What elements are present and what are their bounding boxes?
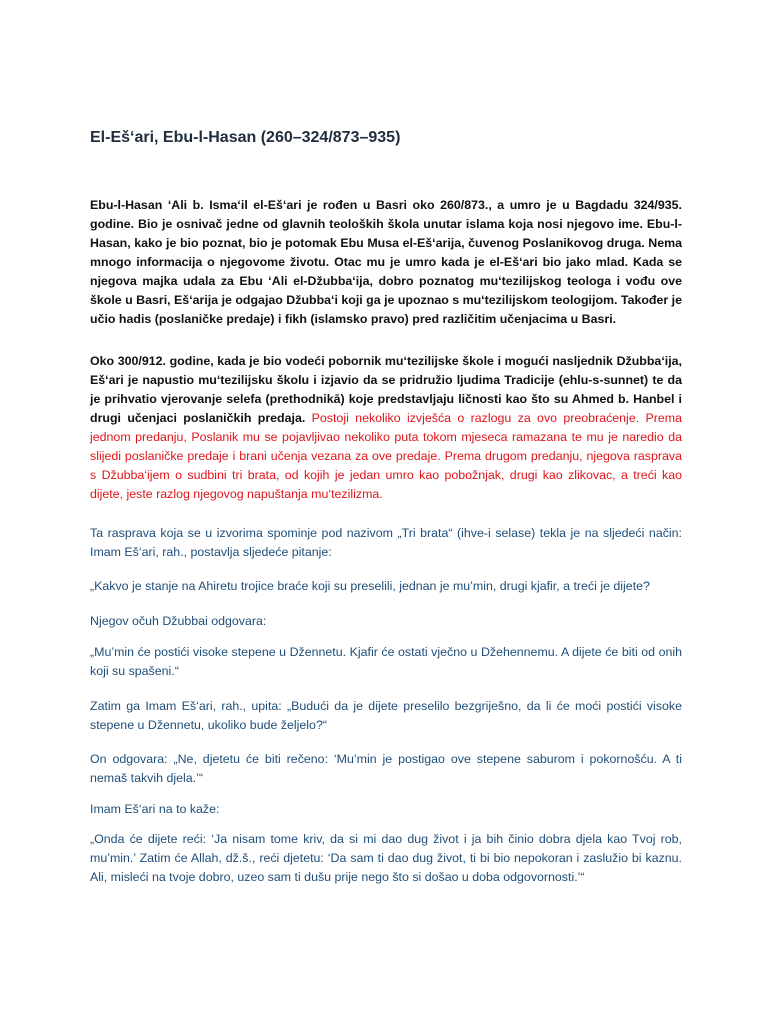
paragraph-conversion: [90, 352, 682, 504]
paragraph-three-brothers-intro: Ta rasprava koja se u izvorima spominje pod nazivom „Tri brata“ (ihve-i selase) tekla je na sljedeći način: Imam Eš‘ari, rah., postavlja sljedeće pitanje:: [90, 526, 682, 559]
paragraph-conversion-red: Postoji nekoliko izvješća o razlogu za ovo preobraćenje. Prema jednom predanju, Poslanik mu se pojavljivao nekoliko puta tokom mjeseca ramazana te mu je naredio da slijedi poslaničke predaje i brani učenja vezana za ove predaje. Prema drugom predanju, njegova rasprava s Džubba‘ijem o sudbini tri brata, od kojih je jedan umro kao pobožnjak, drugi kao zlikovac, a treći kao dijete, jeste razlog njegovog napuštanja mu‘tezilizma.: [90, 411, 682, 501]
paragraph-biography: Ebu-l-Hasan ‘Ali b. Isma‘il el-Eš‘ari je rođen u Basri oko 260/873., a umro je u Bagdadu 324/935. godine. Bio je osnivač jedne od glavnih teoloških škola unutar islama koja nosi njegovo ime. Ebu-l-Hasan, kako je bio poznat, bio je potomak Ebu Musa el-Eš‘arija, čuvenog Poslanikovog druga. Nema mnogo informacija o njegovome životu. Otac mu je umro kada je el-Eš‘ari bio jako mlad. Kada se njegova majka udala za Ebu ‘Ali el-Džubba‘ija, dobro poznatog mu‘tezilijskog teologa i vođu ove škole u Basri, Eš‘arija je odgajao Džubba‘i koji ga je upoznao s mu‘tezilijskom teologijom. Također je učio hadis (poslaničke predaje) i fikh (islamsko pravo) pred različitim učenjacima u Basri.: [90, 198, 682, 326]
article-title: El-Eš‘ari, Ebu-l-Hasan (260–324/873–935): [90, 129, 401, 146]
paragraph-second-question: Zatim ga Imam Eš‘ari, rah., upita: „Budući da je dijete preselilo bezgriješno, da li će moći postići visoke stepene u Džennetu, ukoliko bude željelo?“: [90, 699, 682, 732]
paragraph-answer: „Mu’min će postići visoke stepene u Džennetu. Kjafir će ostati vječno u Džehennemu. A dijete će biti od onih koji su spašeni.“: [90, 645, 682, 678]
paragraph-stepfather-answers: Njegov očuh Džubbai odgovara:: [90, 614, 267, 628]
paragraph-final-argument: „Onda će dijete reći: ‘Ja nisam tome kriv, da si mi dao dug život i ja bih činio dobra djela kao Tvoj rob, mu’min.’ Zatim će Allah, dž.š., reći djetetu: ‘Da sam ti dao dug život, ti bi bio nepokoran i zaslužio bi kaznu. Ali, misleći na tvoje dobro, uzeo sam ti dušu prije nego što si došao u doba odgovornosti.’“: [90, 832, 682, 884]
paragraph-conversion-dark: Oko 300/912. godine, kada je bio vodeći pobornik mu‘tezilijske škole i mogući nasljednik Džubba‘ija, Eš‘ari je napustio mu‘tezilijsku školu i izjavio da se pridružio ljudima Tradicije (ehlu-s-sunnet) te da je prihvatio vjerovanje selefa (prethodnikā) koje predstavljaju ličnosti kao što su Ahmed b. Hanbel i drugi učenjaci poslaničkih predaja.: [90, 354, 682, 425]
paragraph-imam-says: Imam Eš‘ari na to kaže:: [90, 802, 220, 816]
paragraph-second-answer: On odgovara: „Ne, djetetu će biti rečeno: ‘Mu’min je postigao ove stepene saburom i pokornošću. A ti nemaš takvih djela.’“: [90, 752, 682, 785]
paragraph-question: „Kakvo je stanje na Ahiretu trojice braće koji su preselili, jednan je mu’min, drugi kjafir, a treći je dijete?: [90, 579, 650, 593]
